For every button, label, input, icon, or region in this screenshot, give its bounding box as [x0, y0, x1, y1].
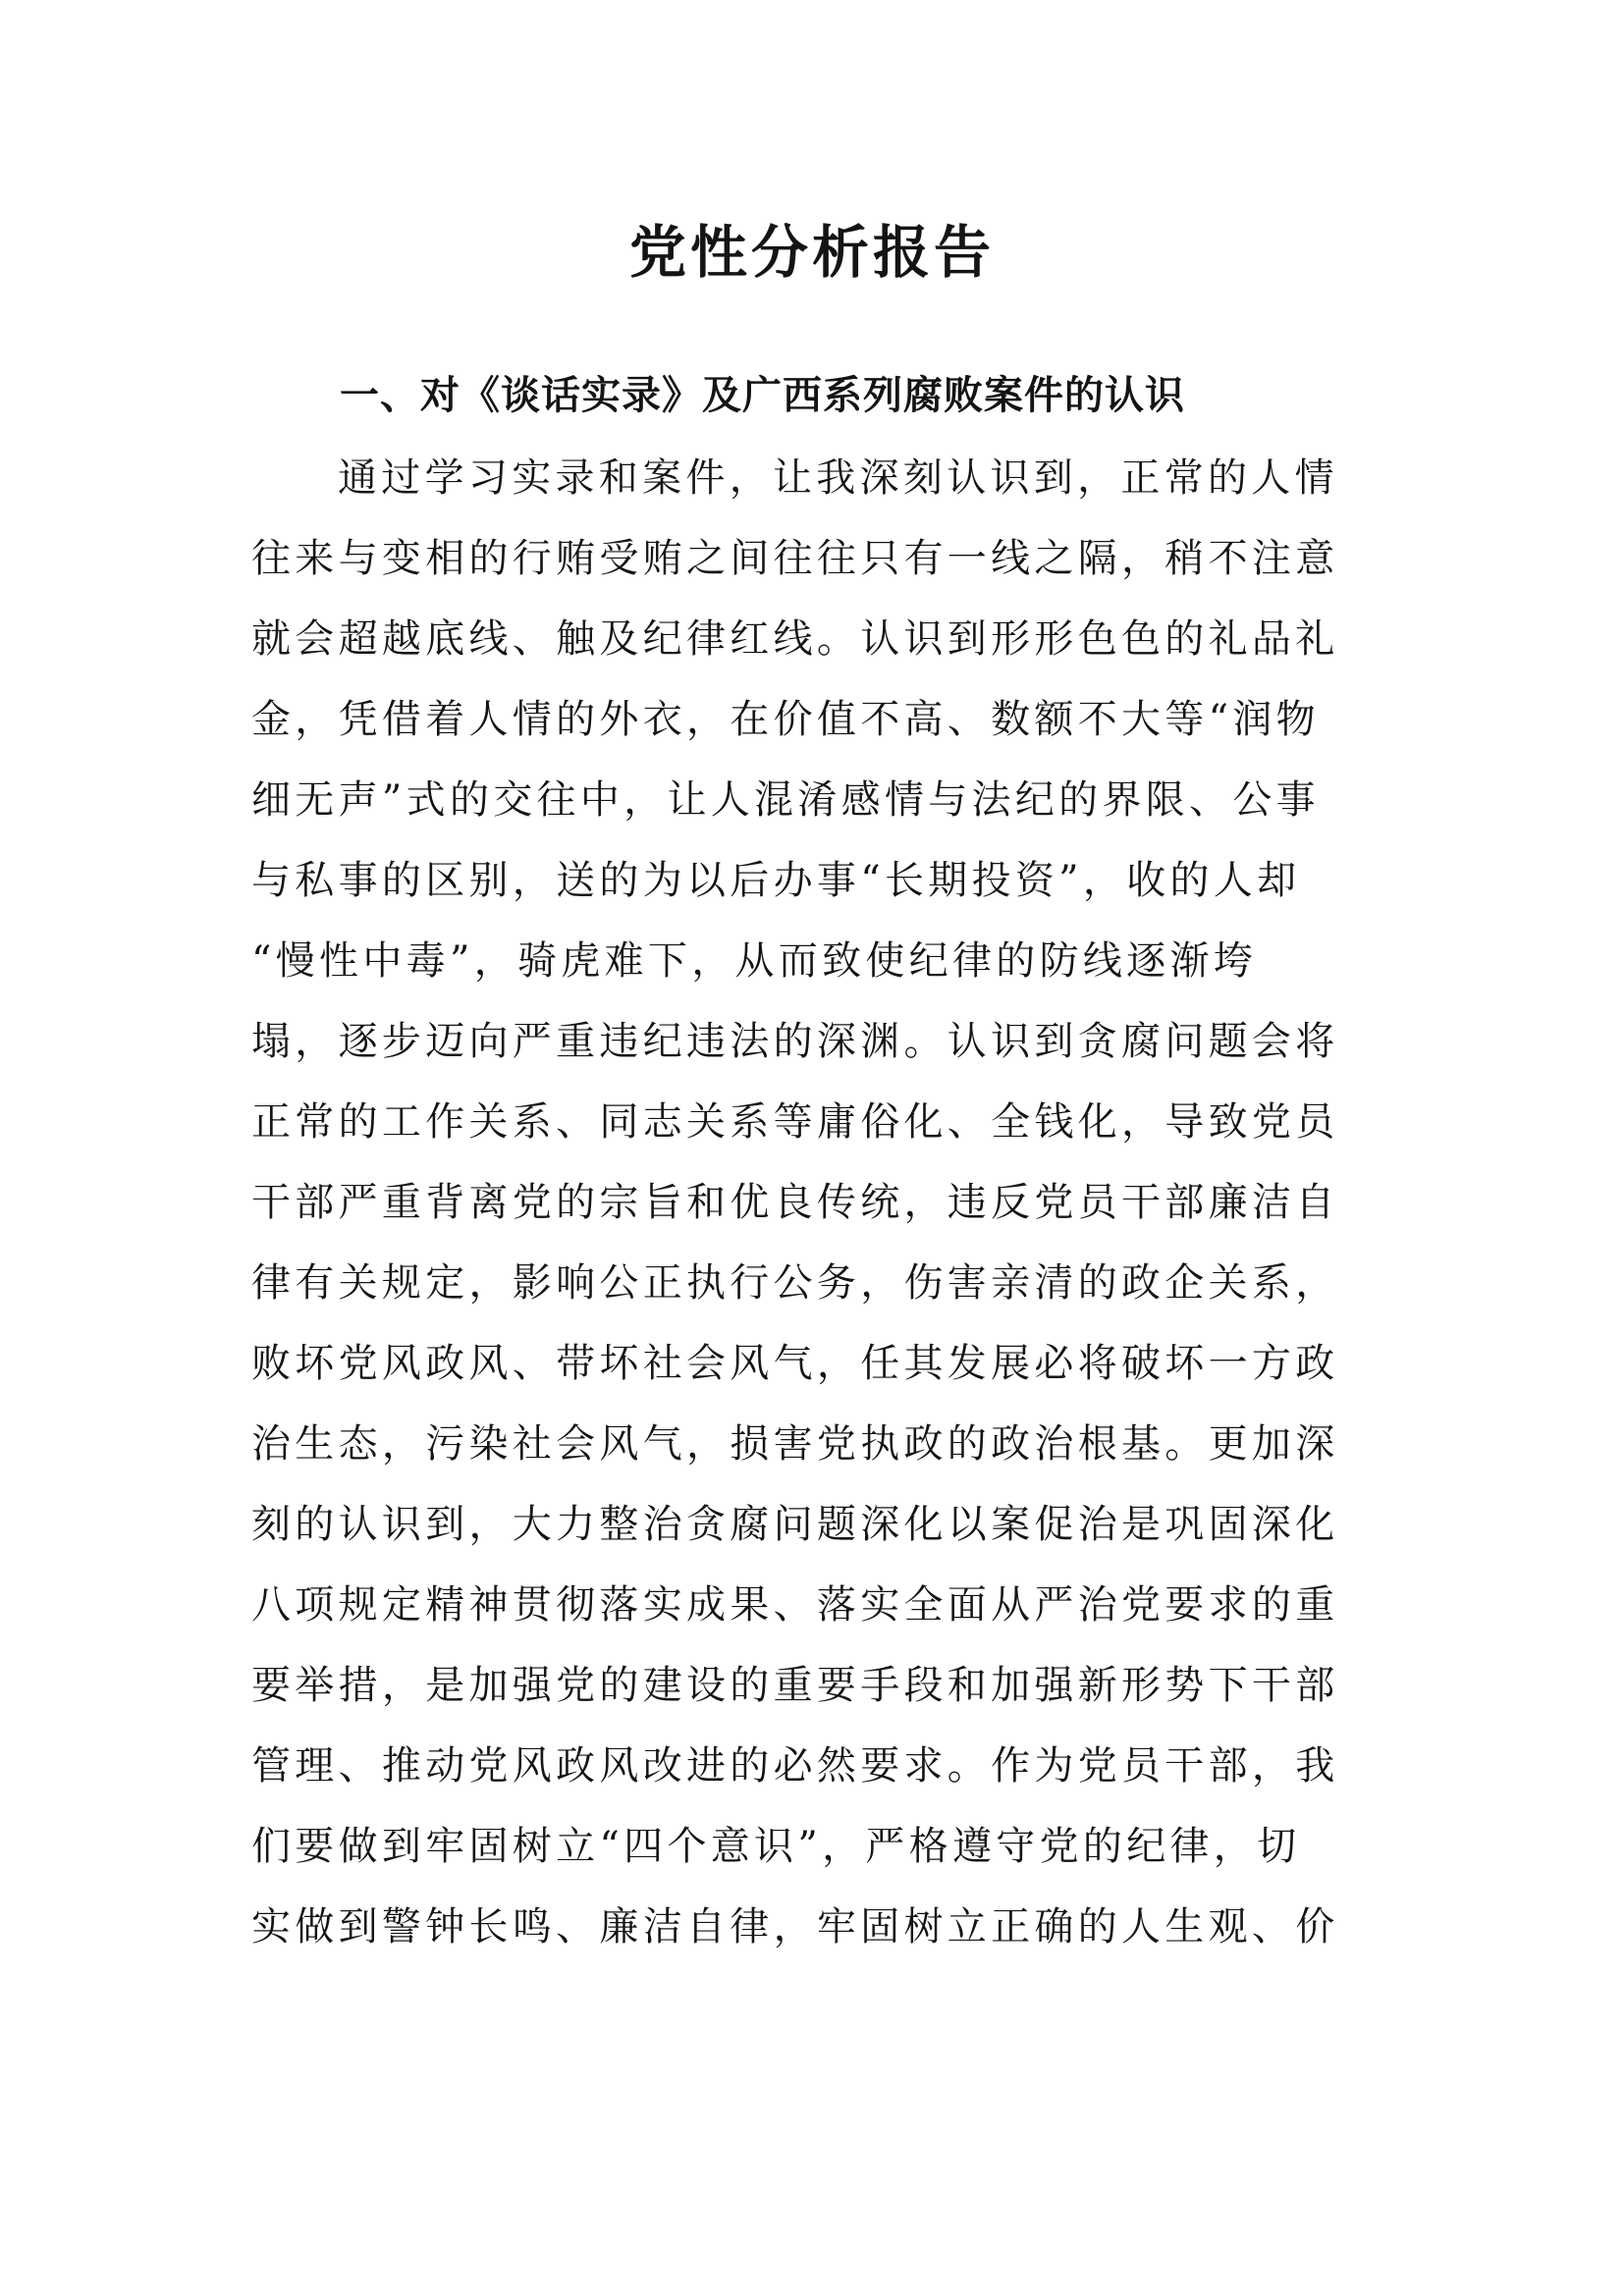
paragraph-line: 们要做到牢固树立“四个意识”，严格遵守党的纪律，切 — [251, 1824, 1301, 1869]
paragraph-line: 治生态，污染社会风气，损害党执政的政治根基。更加深 — [251, 1421, 1339, 1467]
paragraph-line: 干部严重背离党的宗旨和优良传统，违反党员干部廉洁自 — [251, 1180, 1339, 1225]
paragraph-line: 通过学习实录和案件，让我深刻认识到，正常的人情 — [338, 455, 1338, 501]
paragraph-line: 细无声”式的交往中，让人混淆感情与法纪的界限、公事 — [251, 777, 1320, 823]
paragraph-line: 刻的认识到，大力整治贪腐问题深化以案促治是巩固深化 — [251, 1502, 1339, 1547]
section-heading: 一、对《谈话实录》及广西系列腐败案件的认识 — [340, 373, 1185, 418]
paragraph-line: 与私事的区别，送的为以后办事“长期投资”，收的人却 — [251, 858, 1301, 903]
paragraph-line: 正常的工作关系、同志关系等庸俗化、全钱化，导致党员 — [251, 1099, 1339, 1145]
paragraph-line: 金，凭借着人情的外衣，在价值不高、数额不大等“润物 — [251, 697, 1320, 742]
body-paragraph — [251, 438, 1351, 1967]
paragraph-line: 往来与变相的行贿受贿之间往往只有一线之隔，稍不注意 — [251, 536, 1339, 581]
document-title: 党性分析报告 — [628, 219, 995, 286]
paragraph-line: 实做到警钟长鸣、廉洁自律，牢固树立正确的人生观、价 — [251, 1904, 1339, 1949]
paragraph-line: 就会超越底线、触及纪律红线。认识到形形色色的礼品礼 — [251, 616, 1339, 662]
paragraph-line: 管理、推动党风政风改进的必然要求。作为党员干部，我 — [251, 1743, 1339, 1789]
paragraph-line: 律有关规定，影响公正执行公务，伤害亲清的政企关系， — [251, 1260, 1339, 1306]
paragraph-line: 要举措，是加强党的建设的重要手段和加强新形势下干部 — [251, 1663, 1339, 1708]
paragraph-line: “慢性中毒”，骑虎难下，从而致使纪律的防线逐渐垮 — [251, 938, 1258, 984]
paragraph-line: 八项规定精神贯彻落实成果、落实全面从严治党要求的重 — [251, 1582, 1339, 1628]
paragraph-line: 败坏党风政风、带坏社会风气，任其发展必将破坏一方政 — [251, 1341, 1339, 1386]
paragraph-line: 塌，逐步迈向严重违纪违法的深渊。认识到贪腐问题会将 — [251, 1019, 1339, 1064]
